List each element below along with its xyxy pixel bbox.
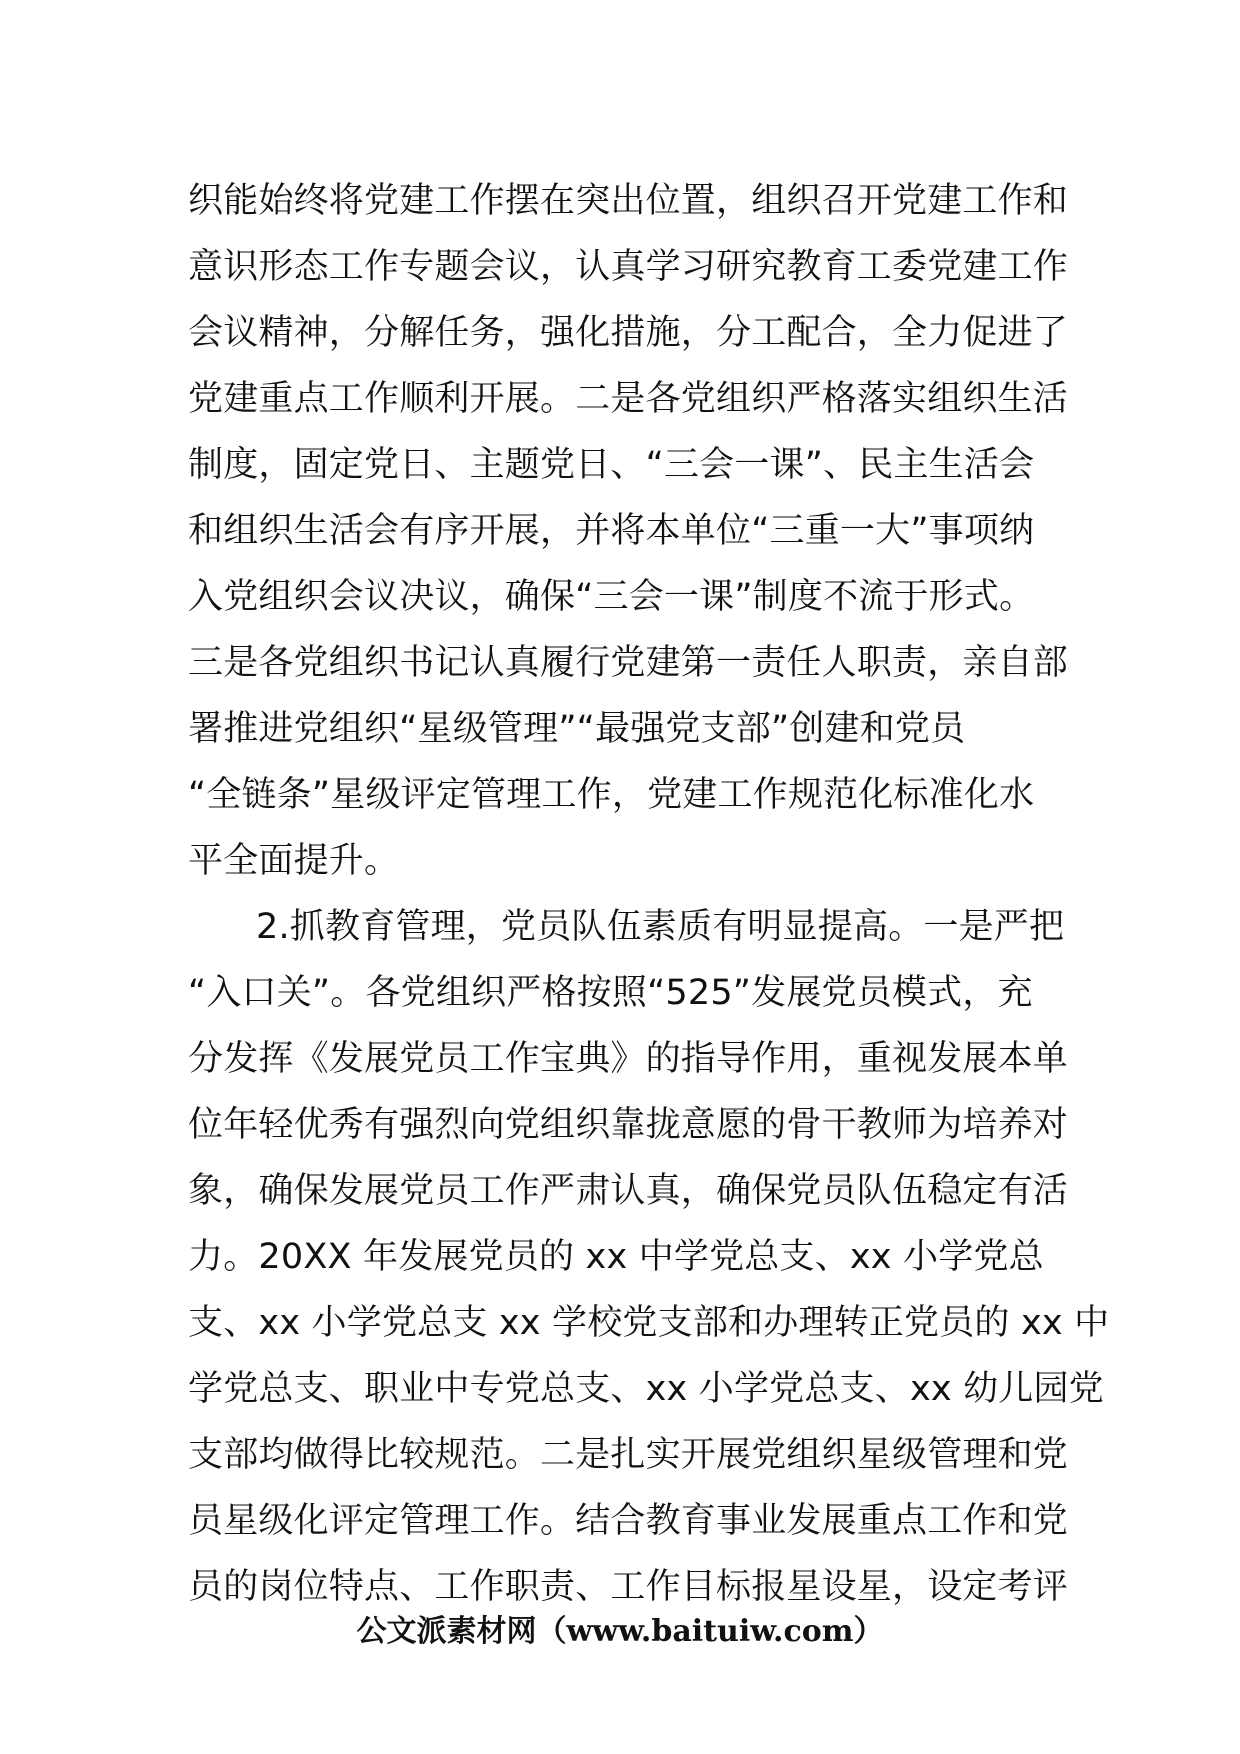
- text-line: 分发挥《发展党员工作宝典》的指导作用，重视发展本单: [188, 1039, 1069, 1079]
- text-line: 意识形态工作专题会议，认真学习研究教育工委党建工作: [188, 247, 1069, 287]
- text-line: 织能始终将党建工作摆在突出位置，组织召开党建工作和: [188, 181, 1069, 221]
- text-line: 员星级化评定管理工作。结合教育事业发展重点工作和党: [188, 1501, 1069, 1541]
- text-line: 支部均做得比较规范。二是扎实开展党组织星级管理和党: [188, 1435, 1069, 1475]
- text-line: 会议精神，分解任务，强化措施，分工配合，全力促进了: [188, 313, 1069, 353]
- text-line: “入口关”。各党组织严格按照“525”发展党员模式，充: [188, 973, 1033, 1013]
- text-line: 支、xx 小学党总支 xx 学校党支部和办理转正党员的 xx 中: [188, 1303, 1110, 1343]
- text-line: 入党组织会议决议，确保“三会一课”制度不流于形式。: [188, 577, 1035, 617]
- text-line: 三是各党组织书记认真履行党建第一责任人职责，亲自部: [188, 643, 1069, 683]
- text-line: “全链条”星级评定管理工作，党建工作规范化标准化水: [188, 775, 1035, 815]
- document-body: [188, 168, 1110, 1620]
- text-line: 力。20XX 年发展党员的 xx 中学党总支、xx 小学党总: [188, 1237, 1044, 1277]
- text-line: 学党总支、职业中专党总支、xx 小学党总支、xx 幼儿园党: [188, 1369, 1104, 1409]
- text-line: 平全面提升。: [188, 841, 400, 881]
- text-line: 位年轻优秀有强烈向党组织靠拢意愿的骨干教师为培养对: [188, 1105, 1069, 1145]
- footer-watermark: 公文派素材网（www.baituiw.com）: [356, 1614, 884, 1649]
- text-line: 署推进党组织“星级管理”“最强党支部”创建和党员: [188, 709, 966, 749]
- text-line: 制度，固定党日、主题党日、“三会一课”、民主生活会: [188, 445, 1035, 485]
- text-line: 和组织生活会有序开展，并将本单位“三重一大”事项纳: [188, 511, 1035, 551]
- section-heading-line: 2.抓教育管理，党员队伍素质有明显提高。一是严把: [256, 907, 1065, 947]
- text-line: 党建重点工作顺利开展。二是各党组织严格落实组织生活: [188, 379, 1069, 419]
- text-line: 象，确保发展党员工作严肃认真，确保党员队伍稳定有活: [188, 1171, 1069, 1211]
- text-line: 员的岗位特点、工作职责、工作目标报星设星，设定考评: [188, 1567, 1069, 1607]
